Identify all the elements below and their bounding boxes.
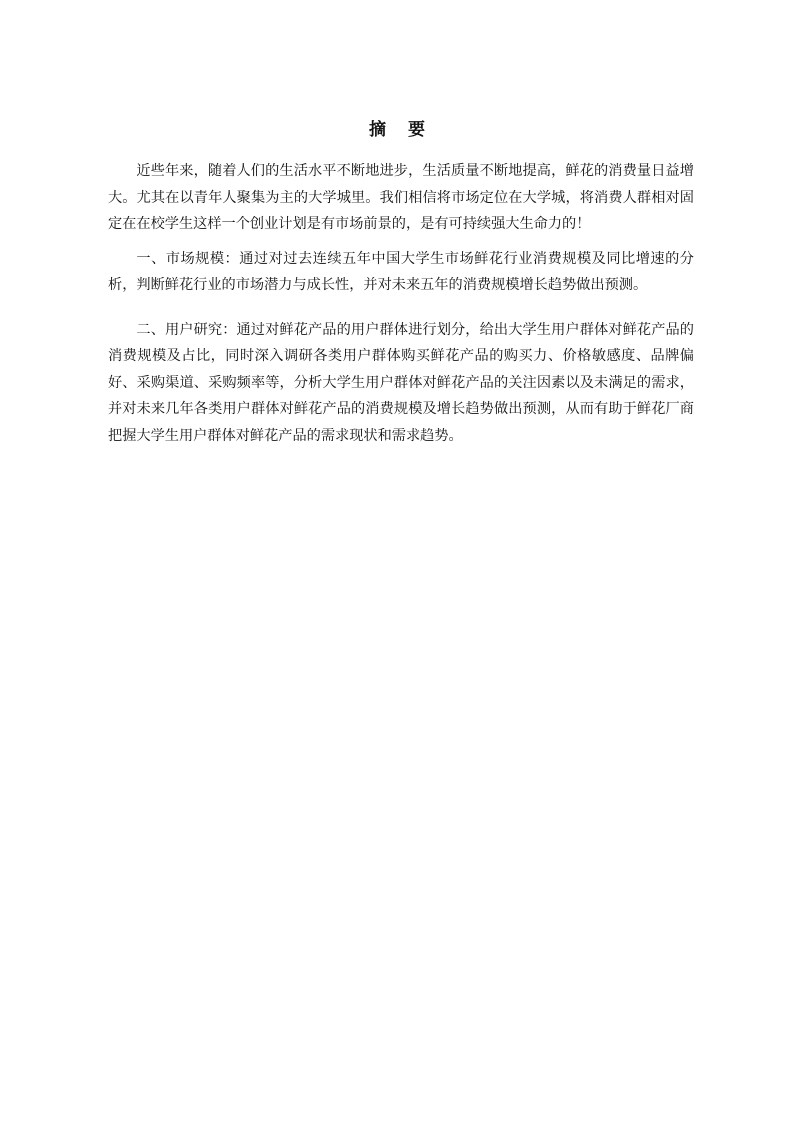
document-page bbox=[108, 116, 694, 449]
abstract-title: 摘 要 bbox=[369, 120, 433, 140]
paragraph-market-scale: 一、市场规模：通过对过去连续五年中国大学生市场鲜花行业消费规模及同比增速的分析，判断鲜花行业的市场潜力与成长性，并对未来五年的消费规模增长趋势做出预测。 bbox=[108, 250, 694, 293]
paragraph-intro: 近些年来，随着人们的生活水平不断地进步，生活质量不断地提高，鲜花的消费量日益增大。尤其在以青年人聚集为主的大学城里。我们相信将市场定位在大学城，将消费人群相对固定在在校学生这样一个创业计划是有市场前景的，是有可持续强大生命力的！ bbox=[108, 163, 694, 232]
paragraph-user-research: 二、用户研究：通过对鲜花产品的用户群体进行划分，给出大学生用户群体对鲜花产品的消费规模及占比，同时深入调研各类用户群体购买鲜花产品的购买力、价格敏感度、品牌偏好、采购渠道、采购频率等，分析大学生用户群体对鲜花产品的关注因素以及未满足的需求，并对未来几年各类用户群体对鲜花产品的消费规模及增长趋势做出预测，从而有助于鲜花厂商把握大学生用户群体对鲜花产品的需求现状和需求趋势。 bbox=[108, 321, 694, 444]
